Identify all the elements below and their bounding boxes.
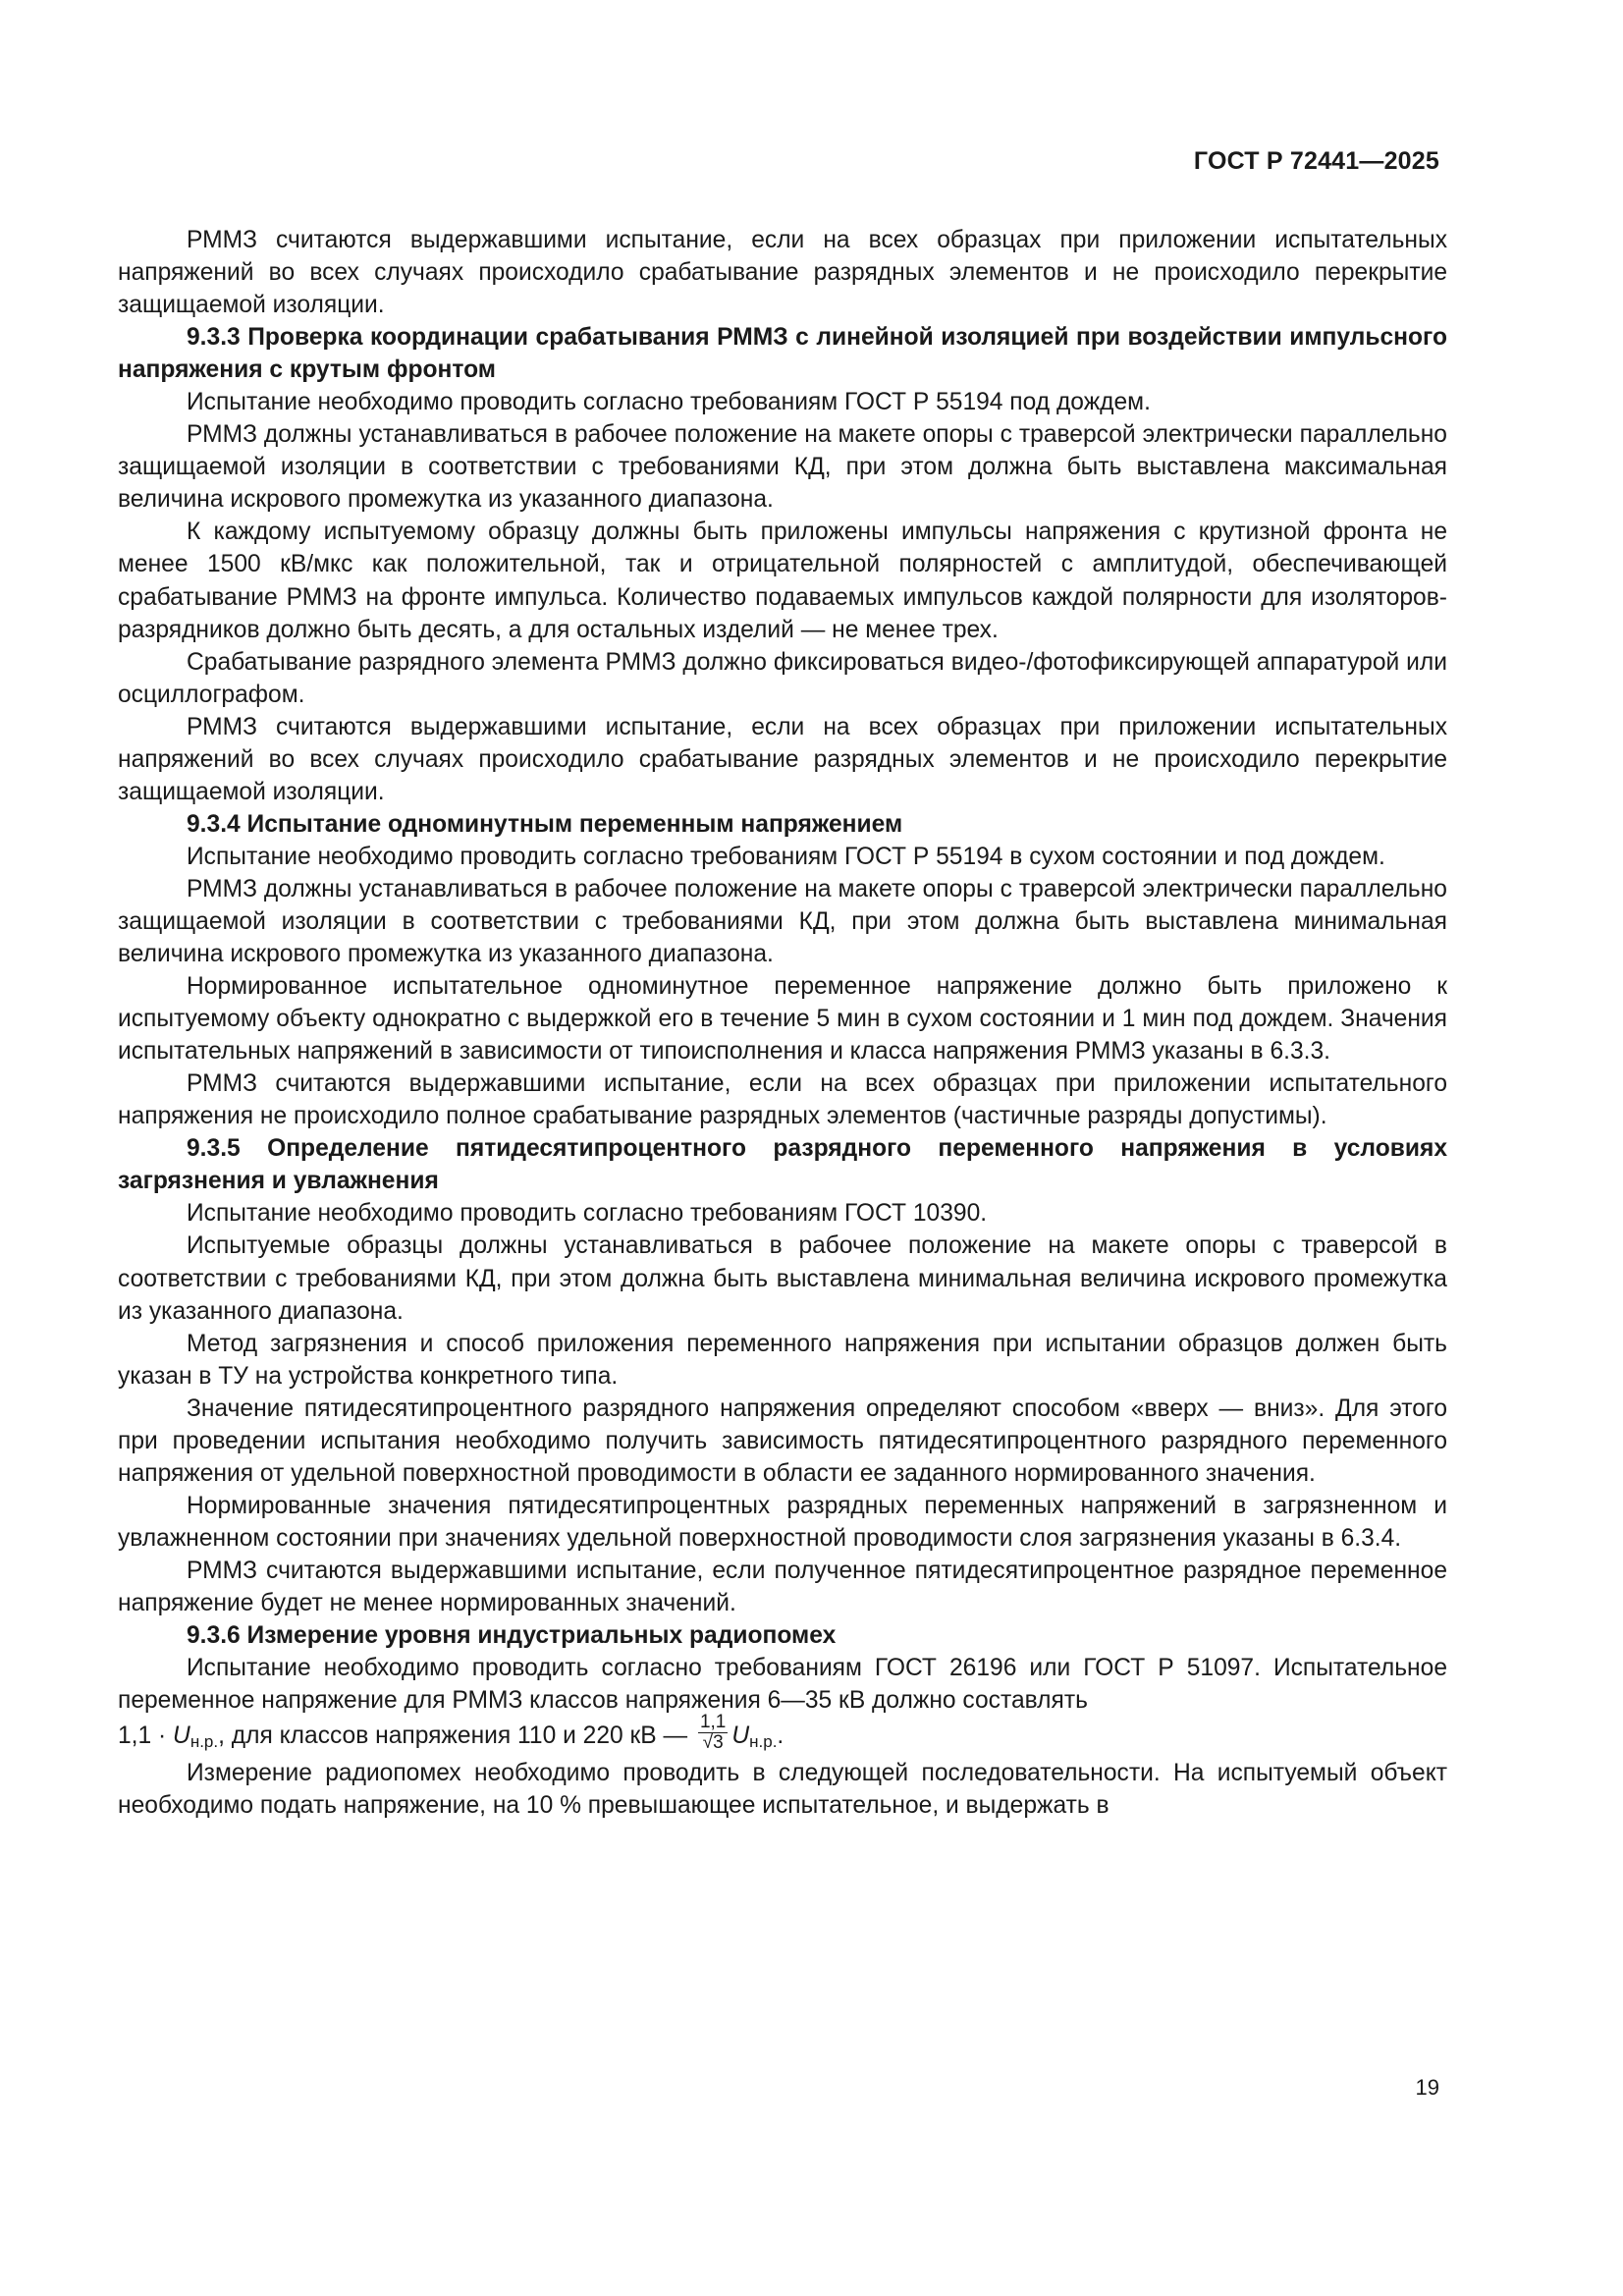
paragraph: Срабатывание разрядного элемента РММЗ должно фиксироваться видео-/фотофиксирующей аппаратурой или осциллографом.	[118, 648, 1447, 708]
paragraph: Испытание необходимо проводить согласно требованиям ГОСТ 26196 или ГОСТ Р 51097. Испытательное переменное напряжение для РММЗ классов напряжения 6—35 кВ должно составлять	[118, 1655, 1447, 1715]
formula-subscript: н.р.	[749, 1732, 778, 1752]
formula-text: , для классов напряжения 110 и 220 кВ —	[218, 1722, 694, 1750]
section-heading-9-3-6: 9.3.6 Измерение уровня индустриальных радиопомех	[187, 1622, 837, 1650]
paragraph: РММЗ должны устанавливаться в рабочее положение на макете опоры с траверсой электрически параллельно защищаемой изоляции в соответствии с требованиями КД, при этом должна быть выставлена минимальная величина искрового промежутка из указанного диапазона.	[118, 875, 1447, 968]
fraction-numerator: 1,1	[699, 1712, 727, 1733]
formula-subscript: н.р.	[189, 1732, 219, 1752]
paragraph: Метод загрязнения и способ приложения переменного напряжения при испытании образцов должен быть указан в ТУ на устройства конкретного типа.	[118, 1330, 1447, 1390]
paragraph: К каждому испытуемому образцу должны быть приложены импульсы напряжения с крутизной фронта не менее 1500 кВ/мкс как положительной, так и отрицательной полярностей с амплитудой, обеспечивающей срабатывание РММЗ на фронте импульса. Количество подаваемых импульсов каждой полярности для изоляторов-разрядников должно быть десять, а для остальных изделий — не менее трех.	[118, 519, 1447, 643]
formula-line	[118, 1712, 1447, 1757]
formula-fraction	[698, 1713, 728, 1753]
paragraph: Измерение радиопомех необходимо проводить в следующей последовательности. На испытуемый объект необходимо подать напряжение, на 10 % превышающее испытательное, и выдержать в	[118, 1760, 1447, 1820]
paragraph: Испытание необходимо проводить согласно требованиям ГОСТ Р 55194 в сухом состоянии и под дождем.	[187, 843, 1385, 870]
paragraph: Испытуемые образцы должны устанавливаться в рабочее положение на макете опоры с траверсой в соответствии с требованиями КД, при этом должна быть выставлена минимальная величина искрового промежутка из указанного диапазона.	[118, 1232, 1447, 1325]
paragraph: РММЗ считаются выдержавшими испытание, если на всех образцах при приложении испытательного напряжения не происходило полное срабатывание разрядных элементов (частичные разряды допустимы).	[118, 1070, 1447, 1130]
section-heading-9-3-5: 9.3.5 Определение пятидесятипроцентного разрядного переменного напряжения в условиях загрязнения и увлажнения	[118, 1135, 1447, 1195]
page-number: 19	[1415, 2075, 1439, 2100]
section-heading-9-3-4: 9.3.4 Испытание одноминутным переменным напряжением	[187, 810, 903, 838]
paragraph: РММЗ считаются выдержавшими испытание, если на всех образцах при приложении испытательных напряжений во всех случаях происходило срабатывание разрядных элементов и не происходило перекрытие защищаемой изоляции.	[118, 227, 1447, 319]
paragraph: Нормированные значения пятидесятипроцентных разрядных переменных напряжений в загрязненном и увлажненном состоянии при значениях удельной поверхностной проводимости слоя загрязнения указаны в 6.3.4.	[118, 1492, 1447, 1552]
paragraph: РММЗ считаются выдержавшими испытание, если полученное пятидесятипроцентное разрядное переменное напряжение будет не менее нормированных значений.	[118, 1557, 1447, 1616]
paragraph: РММЗ считаются выдержавшими испытание, если на всех образцах при приложении испытательных напряжений во всех случаях происходило срабатывание разрядных элементов и не происходило перекрытие защищаемой изоляции.	[118, 713, 1447, 805]
paragraph: Испытание необходимо проводить согласно требованиям ГОСТ Р 55194 под дождем.	[187, 389, 1151, 416]
formula-variable: U	[731, 1722, 750, 1750]
document-id-header: ГОСТ Р 72441—2025	[1193, 147, 1439, 175]
section-heading-9-3-3: 9.3.3 Проверка координации срабатывания РММЗ с линейной изоляцией при воздействии импульсного напряжения с крутым фронтом	[118, 324, 1447, 384]
formula-coefficient: 1,1 ·	[118, 1722, 174, 1750]
paragraph: Значение пятидесятипроцентного разрядного напряжения определяют способом «вверх — вниз». Для этого при проведении испытания необходимо получить зависимость пятидесятипроцентного разрядного переменного напряжения от удельной поверхностной проводимости в области ее заданного нормированного значения.	[118, 1394, 1447, 1487]
fraction-denominator: √3	[702, 1732, 724, 1754]
paragraph: Нормированное испытательное одноминутное переменное напряжение должно быть приложено к испытуемому объекту однократно с выдержкой его в течение 5 мин в сухом состоянии и 1 мин под дождем. Значения испытательных напряжений в зависимости от типоисполнения и класса напряжения РММЗ указаны в 6.3.3.	[118, 973, 1447, 1066]
paragraph: РММЗ должны устанавливаться в рабочее положение на макете опоры с траверсой электрически параллельно защищаемой изоляции в соответствии с требованиями КД, при этом должна быть выставлена максимальная величина искрового промежутка из указанного диапазона.	[118, 421, 1447, 514]
paragraph: Испытание необходимо проводить согласно требованиям ГОСТ 10390.	[187, 1200, 988, 1228]
document-body	[118, 224, 1447, 1822]
formula-end: .	[777, 1722, 784, 1750]
formula-variable: U	[173, 1722, 190, 1750]
